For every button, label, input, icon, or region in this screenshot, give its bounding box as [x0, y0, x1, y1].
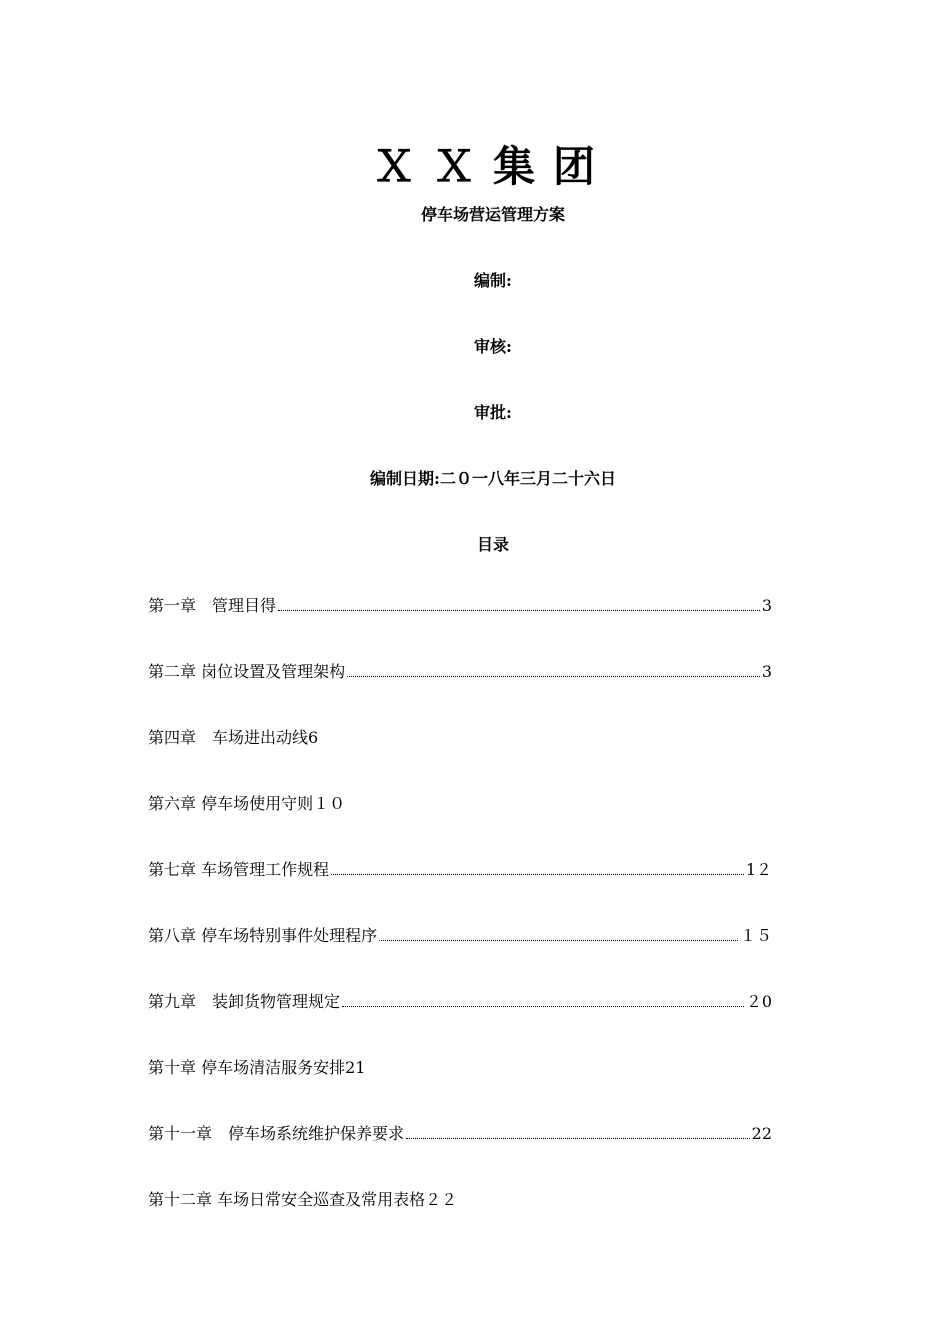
compile-date-field: 编制日期:二０一八年三月二十六日 — [370, 469, 616, 488]
toc-dot-leader — [342, 1005, 744, 1007]
toc-entry[interactable] — [148, 726, 772, 750]
toc-entry-page: １５ — [739, 926, 772, 945]
reviewed-by-field: 审核: — [474, 337, 512, 356]
toc-dot-leader — [379, 939, 738, 941]
toc-entry-label: 第一章 管理目得 — [148, 596, 277, 615]
toc-entry[interactable] — [148, 1188, 772, 1212]
toc-entry-label: 第十二章 车场日常安全巡查及常用表格２２ — [148, 1190, 458, 1209]
toc-entry-label: 第二章 岗位设置及管理架构 — [148, 662, 346, 681]
toc-entry[interactable] — [148, 1122, 772, 1146]
toc-dot-leader — [278, 609, 760, 611]
toc-dot-leader — [406, 1137, 750, 1139]
toc-entry[interactable] — [148, 990, 772, 1014]
toc-entry-page: ２0 — [745, 992, 772, 1011]
toc-entry-label: 第九章 装卸货物管理规定 — [148, 992, 341, 1011]
toc-entry[interactable] — [148, 1056, 772, 1080]
compiled-by-field: 编制: — [474, 271, 512, 290]
toc-entry-page: 1２ — [745, 860, 772, 879]
toc-entry-label: 第十章 停车场清洁服务安排21 — [148, 1058, 366, 1077]
toc-entry-label: 第八章 停车场特别事件处理程序 — [148, 926, 378, 945]
toc-heading: 目录 — [476, 535, 509, 554]
toc-entry[interactable] — [148, 660, 772, 684]
approved-by-field: 审批: — [474, 403, 512, 422]
toc-entry[interactable] — [148, 594, 772, 618]
toc-entry-label: 第六章 停车场使用守则１０ — [148, 794, 346, 813]
toc-entry-label: 第十一章 停车场系统维护保养要求 — [148, 1124, 405, 1143]
toc-entry-page: 22 — [751, 1124, 772, 1143]
toc-dot-leader — [347, 675, 760, 677]
toc-entry-page: 3 — [761, 596, 772, 615]
document-title: ＸＸ集团 — [372, 142, 613, 191]
toc-entry-label: 第七章 车场管理工作规程 — [148, 860, 330, 879]
toc-dot-leader — [331, 873, 744, 875]
toc-entry[interactable] — [148, 858, 772, 882]
document-subtitle: 停车场营运管理方案 — [420, 205, 565, 224]
toc-entry[interactable] — [148, 792, 772, 816]
toc-entry-label: 第四章 车场进出动线6 — [148, 728, 319, 747]
toc-entry-page: 3 — [761, 662, 772, 681]
toc-entry[interactable] — [148, 924, 772, 948]
